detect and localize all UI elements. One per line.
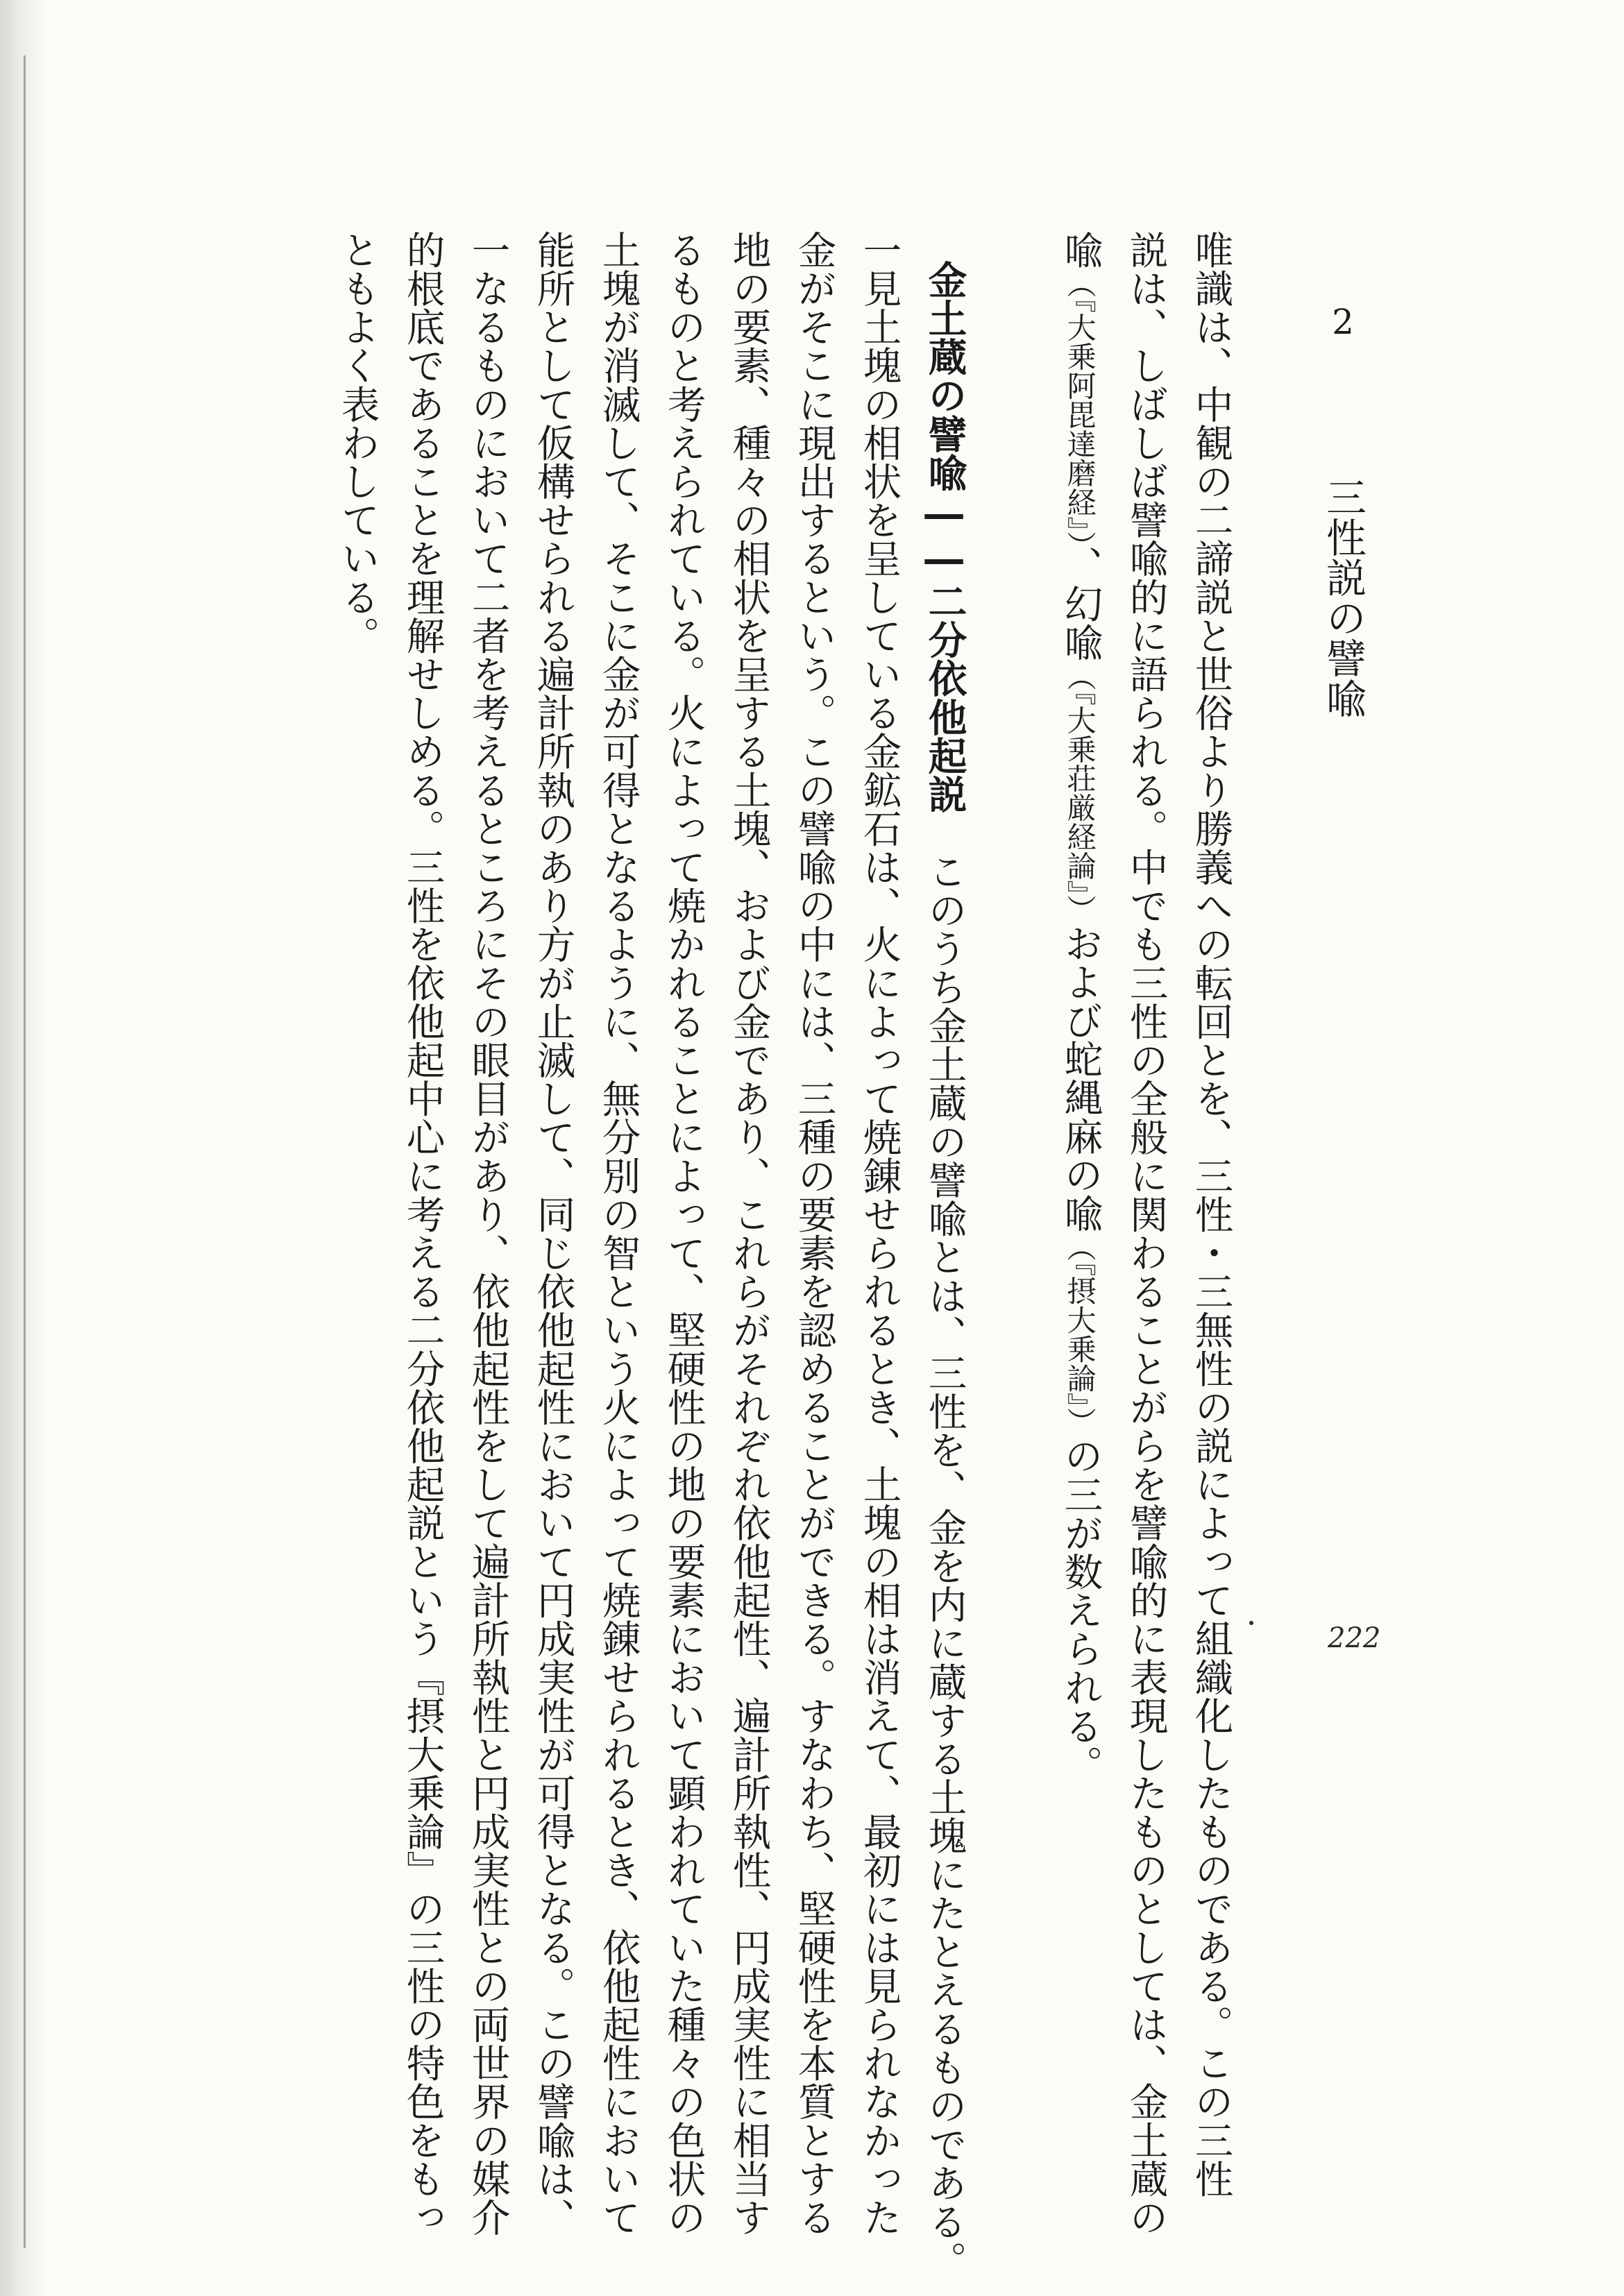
text-line-8: るものと考えられている。火によって焼かれることによって、堅硬性の地の要素において顕われていた種々の色状の — [660, 230, 706, 2237]
text-line-5: 一見土塊の相状を呈している金鉱石は、火によって焼錬せられるとき、土塊の相は消えて、最初には見られなかった — [856, 230, 902, 2237]
text-line-11: 一なるものにおいて二者を考えるところにその眼目があり、依他起性をして遍計所執性と円成実性との両世界の媒介 — [464, 230, 510, 2237]
text-line-6: 金がそこに現出するという。この譬喩の中には、三種の要素を認めることができる。すなわち、堅硬性を本質とする — [790, 230, 836, 2237]
text-line-13: ともよく表わしている。 — [334, 230, 380, 655]
citation-abhidharma-sutra: （『大乗阿毘達磨経』） — [1063, 269, 1097, 546]
text-line-4: 金土蔵の譬喩――二分依他起説 このうち金土蔵の譬喩とは、三性を、金を内に蔵する土塊にたとえるものである。 — [921, 260, 967, 2280]
text-line-2: 説は、しばしば譬喩的に語られる。中でも三性の全般に関わることがらを譬喩的に表現したものとしては、金土蔵の — [1122, 230, 1168, 2237]
text-line-3: 喩（『大乗阿毘達磨経』）、幻喩（『大乗荘厳経論』）および蛇縄麻の喩（『摂大乗論』）の三が数えられる。 — [1057, 230, 1103, 1784]
scan-speck — [1249, 1621, 1253, 1625]
text-line-10: 能所として仮構せられる遍計所執のあり方が止滅して、同じ依他起性において円成実性が可得となる。この譬喩は、 — [530, 230, 575, 2237]
section-title: 三性説の譬喩 — [1319, 477, 1367, 718]
text-line-1: 唯識は、中観の二諦説と世俗より勝義への転回とを、三性・三無性の説によって組織化したものである。この三性 — [1187, 230, 1233, 2198]
subsection-heading: 金土蔵の譬喩――二分依他起説 — [921, 260, 967, 814]
section-heading — [1319, 302, 1367, 718]
text-line-7: 地の要素、種々の相状を呈する土塊、および金であり、これらがそれぞれ依他起性、遍計所執性、円成実性に相当す — [725, 230, 771, 2237]
text-line-12: 的根底であることを理解せしめる。三性を依他起中心に考える二分依他起説という『摂大乗論』の三性の特色をもっ — [399, 230, 445, 2237]
page-number: 222 — [1328, 1622, 1381, 1654]
page-edge-line — [24, 56, 26, 2248]
citation-sutralamkara: （『大乗荘厳経論』） — [1063, 661, 1097, 924]
text-line-9: 土塊が消滅して、そこに金が可得となるように、無分別の智という火によって焼錬せられるとき、依他起性において — [595, 230, 641, 2237]
section-number: 2 — [1323, 302, 1363, 342]
citation-mahayanasamgraha: （『摂大乗論』） — [1063, 1232, 1097, 1437]
